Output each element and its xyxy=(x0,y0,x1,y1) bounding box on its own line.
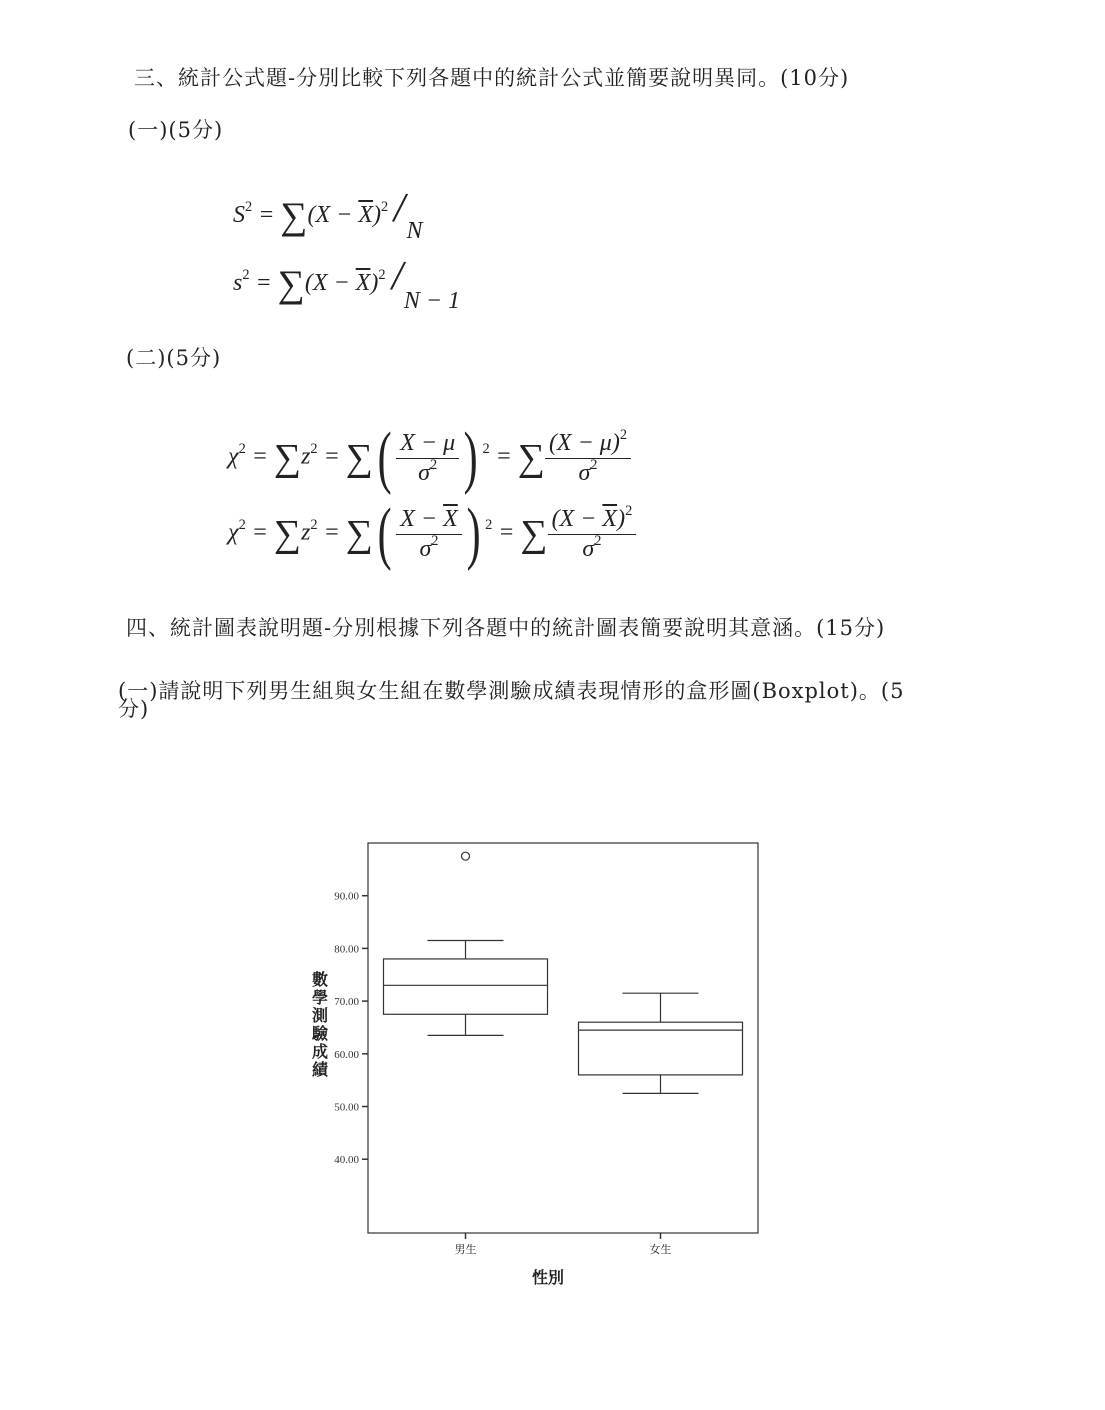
y-tick-label: 60.00 xyxy=(334,1048,359,1061)
formula-sample-variance: $s^2 = \sum(X - \overline{X})^2$ /N − 1 xyxy=(233,250,461,314)
box-iqr xyxy=(384,959,548,1014)
boxplot-chart xyxy=(290,835,770,1295)
box-outlier-point xyxy=(462,852,470,860)
y-axis-label-char: 測 xyxy=(312,1006,329,1025)
y-axis xyxy=(334,891,368,1167)
y-tick-label: 50.00 xyxy=(334,1101,359,1114)
x-tick-label: 男生 xyxy=(454,1243,477,1256)
x-axis-label: 性別 xyxy=(531,1268,565,1287)
section3-part2-label: (二)(5分) xyxy=(126,346,222,370)
boxes xyxy=(384,852,743,1093)
y-axis-label-char: 數 xyxy=(312,970,329,989)
section4-heading: 四、統計圖表說明題-分別根據下列各題中的統計圖表簡要說明其意涵。(15分) xyxy=(126,616,886,640)
y-tick-label: 80.00 xyxy=(334,943,359,956)
section4-question1-line2: 分) xyxy=(118,697,150,721)
section3-part1-label: (一)(5分) xyxy=(128,118,224,142)
x-tick-label: 女生 xyxy=(649,1243,672,1256)
y-axis-label-char: 成 xyxy=(312,1042,329,1061)
section4-question1-line1: (一)請說明下列男生組與女生組在數學測驗成績表現情形的盒形圖(Boxplot)。(5 xyxy=(118,679,905,703)
y-axis-label xyxy=(311,970,329,1079)
formula-chi-square-xbar: $\chi^2 = \sum z^2$ = ∑( $\frac{X - \overline{X}}{\sigma^2}$ ) $^2$ = ∑ $\frac{(X - \overline{X})^2}{\sigma^2}$ xyxy=(228,494,636,574)
y-tick-label: 70.00 xyxy=(334,996,359,1009)
y-tick-label: 40.00 xyxy=(334,1154,359,1167)
formula-chi-square-mu: $\chi^2 = \sum z^2$ = ∑( $\frac{X - \mu}{\sigma^2}$ ) $^2$ = ∑ $\frac{(X - \mu)^2}{\sigma^2}$ xyxy=(228,418,631,498)
y-axis-label-char: 驗 xyxy=(312,1024,329,1043)
y-axis-label-char: 學 xyxy=(312,988,329,1007)
x-axis xyxy=(455,1233,672,1256)
y-axis-label-char: 績 xyxy=(312,1060,329,1079)
formula-population-variance: $S^2 = \sum(X - \overline{X})^2$ /N xyxy=(233,182,423,244)
y-tick-label: 90.00 xyxy=(334,890,359,903)
plot-frame xyxy=(368,843,758,1233)
section3-heading: 三、統計公式題-分別比較下列各題中的統計公式並簡要說明異同。(10分) xyxy=(134,66,850,90)
